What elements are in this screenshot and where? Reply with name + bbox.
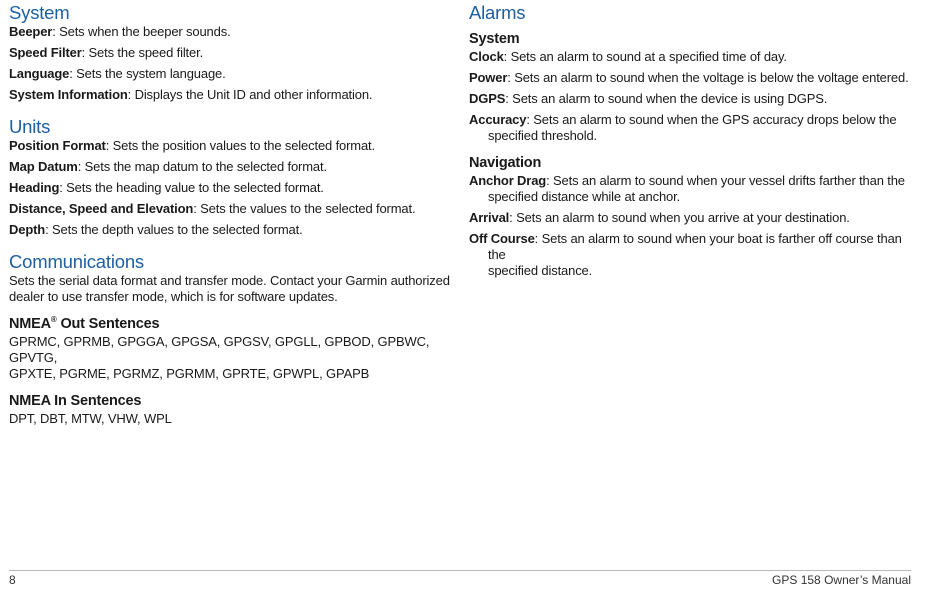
map-datum-desc: : Sets the map datum to the selected format. xyxy=(77,159,327,174)
anchor-drag-term: Anchor Drag xyxy=(469,173,547,188)
left-column xyxy=(9,2,454,427)
heading-desc: : Sets the heading value to the selected format. xyxy=(59,180,324,195)
heading-term: Heading xyxy=(9,180,60,195)
off-course-entry xyxy=(469,231,914,279)
dgps-desc: : Sets an alarm to sound when the device is using DGPS. xyxy=(505,91,828,106)
nmea-out-line1: GPRMC, GPRMB, GPGGA, GPGSA, GPGSV, GPGLL, GPBOD, GPBWC, GPVTG, xyxy=(9,334,430,365)
alarms-system-subheading: System xyxy=(469,31,520,47)
manual-title: GPS 158 Owner’s Manual xyxy=(772,573,911,587)
system-heading: System xyxy=(9,2,70,23)
registered-mark: ® xyxy=(50,315,57,325)
speed-filter-term: Speed Filter xyxy=(9,45,82,60)
alarms-navigation-subheading: Navigation xyxy=(469,155,542,171)
off-course-term: Off Course xyxy=(469,231,535,246)
speed-filter-desc: : Sets the speed filter. xyxy=(81,45,204,60)
off-course-desc-cont: specified distance. xyxy=(488,263,593,278)
system-information-desc: : Displays the Unit ID and other information. xyxy=(127,87,373,102)
page-number: 8 xyxy=(9,573,16,587)
depth-desc: : Sets the depth values to the selected format. xyxy=(45,222,303,237)
beeper-entry xyxy=(9,24,454,40)
accuracy-term: Accuracy xyxy=(469,112,527,127)
nmea-out-sentences xyxy=(9,334,454,382)
nmea-out-heading-a: NMEA xyxy=(9,316,51,332)
clock-desc: : Sets an alarm to sound at a specified time of day. xyxy=(503,49,787,64)
communications-intro-line2: dealer to use transfer mode, which is for software updates. xyxy=(9,289,338,304)
clock-term: Clock xyxy=(469,49,504,64)
depth-term: Depth xyxy=(9,222,46,237)
dgps-entry xyxy=(469,91,914,107)
nmea-in-heading: NMEA In Sentences xyxy=(9,393,142,409)
dgps-term: DGPS xyxy=(469,91,506,106)
power-desc: : Sets an alarm to sound when the voltage is below the voltage entered. xyxy=(507,70,909,85)
power-term: Power xyxy=(469,70,508,85)
power-entry xyxy=(469,70,914,86)
position-format-term: Position Format xyxy=(9,138,106,153)
map-datum-term: Map Datum xyxy=(9,159,78,174)
nmea-out-heading xyxy=(9,315,454,334)
communications-intro xyxy=(9,273,454,305)
anchor-drag-entry xyxy=(469,173,914,205)
nmea-in-sentences: DPT, DBT, MTW, VHW, WPL xyxy=(9,411,172,426)
arrival-entry xyxy=(469,210,914,226)
off-course-desc: : Sets an alarm to sound when your boat is farther off course than the xyxy=(488,231,902,262)
arrival-term: Arrival xyxy=(469,210,510,225)
beeper-term: Beeper xyxy=(9,24,53,39)
distance-speed-elevation-desc: : Sets the values to the selected format. xyxy=(193,201,416,216)
language-entry xyxy=(9,66,454,82)
accuracy-entry xyxy=(469,112,914,144)
clock-entry xyxy=(469,49,914,65)
anchor-drag-desc-cont: specified distance while at anchor. xyxy=(488,189,681,204)
language-desc: : Sets the system language. xyxy=(69,66,226,81)
communications-intro-line1: Sets the serial data format and transfer mode. Contact your Garmin authorized xyxy=(9,273,450,288)
language-term: Language xyxy=(9,66,70,81)
position-format-entry xyxy=(9,138,454,154)
accuracy-desc: : Sets an alarm to sound when the GPS accuracy drops below the xyxy=(526,112,897,127)
position-format-desc: : Sets the position values to the selected format. xyxy=(105,138,375,153)
distance-speed-elevation-entry xyxy=(9,201,454,217)
map-datum-entry xyxy=(9,159,454,175)
units-heading: Units xyxy=(9,116,51,137)
alarms-heading: Alarms xyxy=(469,2,526,23)
accuracy-desc-cont: specified threshold. xyxy=(488,128,598,143)
nmea-out-heading-b: Out Sentences xyxy=(56,316,160,332)
beeper-desc: : Sets when the beeper sounds. xyxy=(52,24,231,39)
heading-entry xyxy=(9,180,454,196)
distance-speed-elevation-term: Distance, Speed and Elevation xyxy=(9,201,194,216)
speed-filter-entry xyxy=(9,45,454,61)
system-information-term: System Information xyxy=(9,87,128,102)
nmea-out-line2: GPXTE, PGRME, PGRMZ, PGRMM, GPRTE, GPWPL, GPAPB xyxy=(9,366,370,381)
footer-divider xyxy=(9,570,911,571)
communications-heading: Communications xyxy=(9,251,144,272)
system-information-entry xyxy=(9,87,454,103)
anchor-drag-desc: : Sets an alarm to sound when your vessel drifts farther than the xyxy=(546,173,905,188)
right-column xyxy=(469,2,914,279)
arrival-desc: : Sets an alarm to sound when you arrive at your destination. xyxy=(509,210,850,225)
depth-entry xyxy=(9,222,454,238)
